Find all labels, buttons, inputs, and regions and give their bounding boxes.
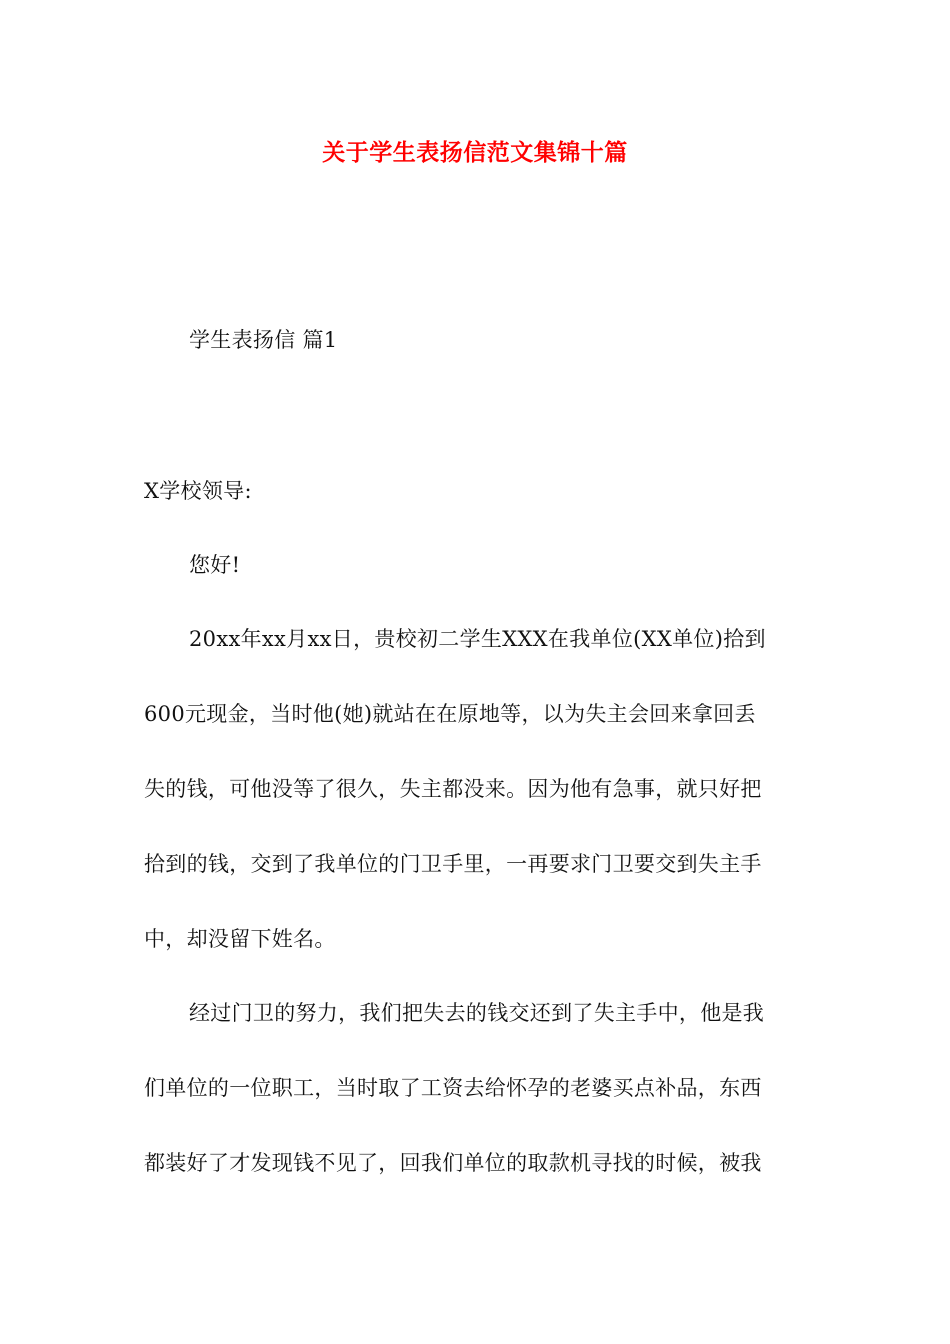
paragraph-1-line: 中，却没留下姓名。 — [144, 927, 336, 951]
paragraph-2-line: 们单位的一位职工，当时取了工资去给怀孕的老婆买点补品，东西 — [144, 1076, 762, 1100]
paragraph-2-line: 都装好了才发现钱不见了，回我们单位的取款机寻找的时候，被我 — [144, 1151, 762, 1175]
greeting: 您好! — [189, 553, 241, 577]
section-heading: 学生表扬信 篇1 — [189, 328, 338, 352]
document-title: 关于学生表扬信范文集锦十篇 — [322, 139, 628, 166]
paragraph-1-line: 拾到的钱，交到了我单位的门卫手里，一再要求门卫要交到失主手 — [144, 852, 762, 876]
paragraph-2-line: 经过门卫的努力，我们把失去的钱交还到了失主手中，他是我 — [189, 1001, 765, 1025]
paragraph-1-line: 失的钱，可他没等了很久，失主都没来。因为他有急事，就只好把 — [144, 777, 762, 801]
paragraph-1-line: 20xx年xx月xx日，贵校初二学生XXX在我单位(XX单位)拾到 — [189, 627, 766, 651]
paragraph-1-line: 600元现金，当时他(她)就站在在原地等，以为失主会回来拿回丢 — [144, 702, 756, 726]
salutation: X学校领导: — [144, 479, 252, 503]
